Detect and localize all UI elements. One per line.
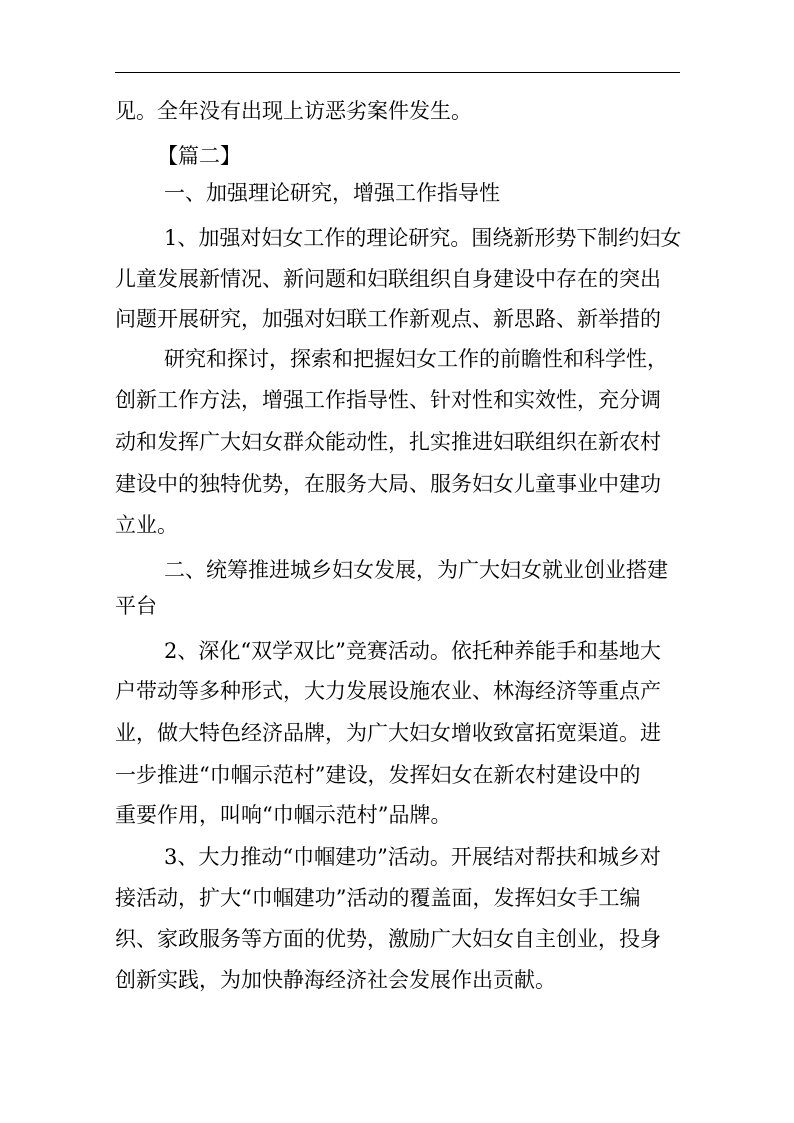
text-line: 动和发挥广大妇女群众能动性，扎实推进妇联组织在新农村 (115, 430, 661, 454)
text-line: 业，做大特色经济品牌，为广大妇女增收致富拓宽渠道。进 (115, 721, 661, 745)
text-line: 问题开展研究，加强对妇联工作新观点、新思路、新举措的 (115, 307, 661, 331)
text-line: 创新实践，为加快静海经济社会发展作出贡献。 (115, 968, 556, 992)
text-line: 研究和探讨，探索和把握妇女工作的前瞻性和科学性， (164, 347, 668, 371)
text-line: 3、大力推动“巾帼建功”活动。开展结对帮扶和城乡对 (164, 845, 661, 869)
heading-two: 二、统筹推进城乡妇女发展，为广大妇女就业创业搭建 (164, 558, 668, 582)
text-line: 2、深化“双学双比”竞赛活动。依托种养能手和基地大 (164, 639, 661, 663)
text-line: 创新工作方法，增强工作指导性、针对性和实效性，充分调 (115, 388, 661, 412)
heading-one: 一、加强理论研究，增强工作指导性 (164, 181, 500, 205)
text-line: 一步推进“巾帼示范村”建设，发挥妇女在新农村建设中的 (115, 763, 641, 787)
header-rule (115, 72, 680, 73)
text-line: 1、加强对妇女工作的理论研究。围绕新形势下制约妇女 (164, 226, 682, 250)
text-line: 织、家政服务等方面的优势，激励广大妇女自主创业，投身 (115, 927, 661, 951)
text-line: 接活动，扩大“巾帼建功”活动的覆盖面，发挥妇女手工编 (115, 886, 641, 910)
section-title: 【篇二】 (157, 144, 241, 168)
text-line: 重要作用，叫响“巾帼示范村”品牌。 (115, 803, 452, 827)
text-line: 户带动等多种形式，大力发展设施农业、林海经济等重点产 (115, 679, 661, 703)
text-line: 儿童发展新情况、新问题和妇联组织自身建设中存在的突出 (115, 267, 661, 291)
text-line: 见。全年没有出现上访恶劣案件发生。 (115, 99, 472, 123)
text-line: 立业。 (115, 513, 178, 537)
text-line: 建设中的独特优势，在服务大局、服务妇女儿童事业中建功 (115, 472, 661, 496)
heading-two-cont: 平台 (115, 594, 157, 618)
